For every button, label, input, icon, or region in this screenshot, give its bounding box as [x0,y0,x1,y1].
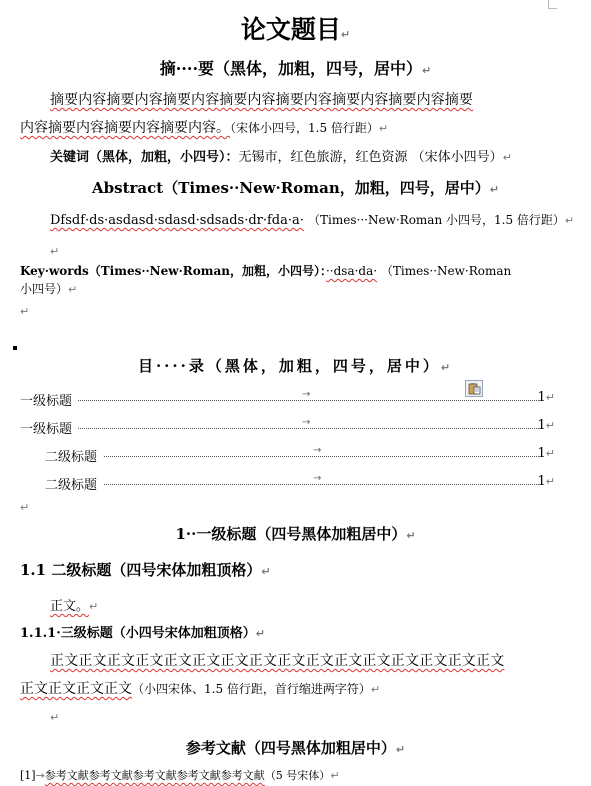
empty-paragraph [20,496,29,515]
heading-level-2-text: 1.1 二级标题（四号宋体加粗顶格） [20,561,262,579]
toc-leader-dots [104,484,539,485]
abstract-cn-text: 摘要内容摘要内容摘要内容摘要内容摘要内容摘要内容摘要内容摘要 [50,92,473,108]
body-paragraph-line-2 [20,678,380,698]
keywords-cn [50,146,512,165]
toc-entry-label: 一级标题 [20,394,73,409]
keywords-cn-values: 无锡市，红色旅游，红色资源 [238,150,408,165]
thesis-title-text: 论文题目 [240,15,341,44]
abstract-cn-line-1 [50,89,473,109]
toc-heading [0,355,591,376]
keywords-en-note-cont: 小四号） [20,282,69,296]
paragraph-mark: ↵ [89,600,99,613]
tab-mark: → [313,445,322,456]
paragraph-mark: ↵ [370,683,381,696]
body-paragraph-text-cont: 正文正文正文正文 [20,681,132,697]
toc-entry-page: 1↵ [537,390,555,405]
paragraph-mark: ↵ [255,627,265,640]
paragraph-mark: ↵ [20,305,30,318]
paragraph-mark: ↵ [261,565,271,578]
references-heading [0,737,591,758]
toc-entry[interactable] [20,446,555,464]
abstract-cn-text-cont: 内容摘要内容摘要内容摘要内容。 [20,120,230,136]
empty-paragraph [20,300,29,319]
toc-leader-dots [78,428,539,429]
reference-text: 参考文献参考文献参考文献参考文献参考文献 [44,769,265,782]
paragraph-mark: ↵ [68,283,78,296]
toc-entry-label: 二级标题 [45,450,98,465]
tab-mark: → [302,417,311,428]
toc-leader-dots [104,456,539,457]
toc-entry-label: 二级标题 [45,478,98,493]
toc-entry[interactable] [20,474,555,492]
body-paragraph [50,595,98,614]
abstract-en-note: （Times···New·Roman 小四号，1.5 倍行距） [308,213,565,227]
body-format-note: （小四宋体、1.5 倍行距，首行缩进两字符） [132,682,371,696]
toc-heading-text: 目····录（黑体，加粗，四号，居中） [137,357,441,375]
tab-mark: → [313,473,322,484]
toc-entry-page: 1↵ [537,446,555,461]
body-paragraph-text: 正文。 [50,599,90,614]
paragraph-mark: ↵ [440,361,454,374]
keywords-cn-label: 关键词（黑体，加粗，小四号）： [50,150,239,165]
keywords-en-label: Key·words（Times··New·Roman，加粗，小四号）： [20,264,326,278]
abstract-cn-heading-text: 摘····要（黑体，加粗，四号，居中） [159,59,423,78]
paragraph-mark: ↵ [564,214,575,227]
paragraph-mark: ↵ [50,245,60,258]
reference-index: [1] [20,769,36,782]
toc-entry-page: 1↵ [537,418,555,433]
paragraph-mark: ↵ [340,28,351,41]
keywords-cn-note: （宋体小四号） [411,150,503,165]
tab-mark: → [35,769,45,782]
keywords-en-values: ··dsa·da· [325,264,378,278]
body-paragraph-line-1 [50,650,504,670]
page-corner-mark [548,0,557,9]
toc-entry[interactable] [20,418,555,436]
heading-level-1-text: 1··一级标题（四号黑体加粗居中） [175,525,407,543]
reference-item [20,767,340,783]
keywords-en-note: （Times··New·Roman [380,264,512,278]
heading-level-1 [0,523,591,544]
paragraph-mark: ↵ [50,711,60,724]
keywords-en-line-2 [20,280,77,297]
heading-level-3-text: 1.1.1·三级标题（小四号宋体加粗顶格） [20,626,256,641]
keywords-en [20,262,511,279]
paragraph-mark: ↵ [406,529,416,542]
toc-leader-dots [78,400,539,401]
abstract-en-heading [0,177,591,198]
abstract-cn-heading [0,56,591,79]
empty-paragraph [50,706,59,725]
references-heading-text: 参考文献（四号黑体加粗居中） [185,739,396,757]
thesis-title [0,10,591,46]
body-paragraph-text: 正文正文正文正文正文正文正文正文正文正文正文正文正文正文正文正文 [50,653,505,669]
paragraph-mark: ↵ [378,122,389,135]
heading-level-2 [20,559,271,580]
paragraph-mark: ↵ [502,151,512,164]
heading-level-3 [20,622,265,641]
abstract-en-body: Dfsdf·ds·asdasd·sdasd·sdsads·dr·fda·a· [50,213,304,228]
abstract-en-heading-text: Abstract（Times··New·Roman，加粗，四号，居中） [92,179,490,197]
paragraph-mark: ↵ [330,769,340,782]
abstract-en-text [50,211,574,228]
paragraph-mark: ↵ [489,183,499,196]
toc-entry[interactable] [20,390,555,408]
empty-paragraph [50,240,59,259]
paragraph-mark: ↵ [20,501,30,514]
abstract-cn-line-2 [20,117,388,137]
abstract-cn-format-note: （宋体小四号，1.5 倍行距） [230,121,379,135]
reference-format-note: （5 号宋体） [264,769,331,782]
section-break-mark [13,346,17,350]
paragraph-mark: ↵ [395,743,406,756]
toc-entry-page: 1↵ [537,474,555,489]
toc-entry-label: 一级标题 [20,422,73,437]
tab-mark: → [302,389,311,400]
paragraph-mark: ↵ [422,64,432,77]
